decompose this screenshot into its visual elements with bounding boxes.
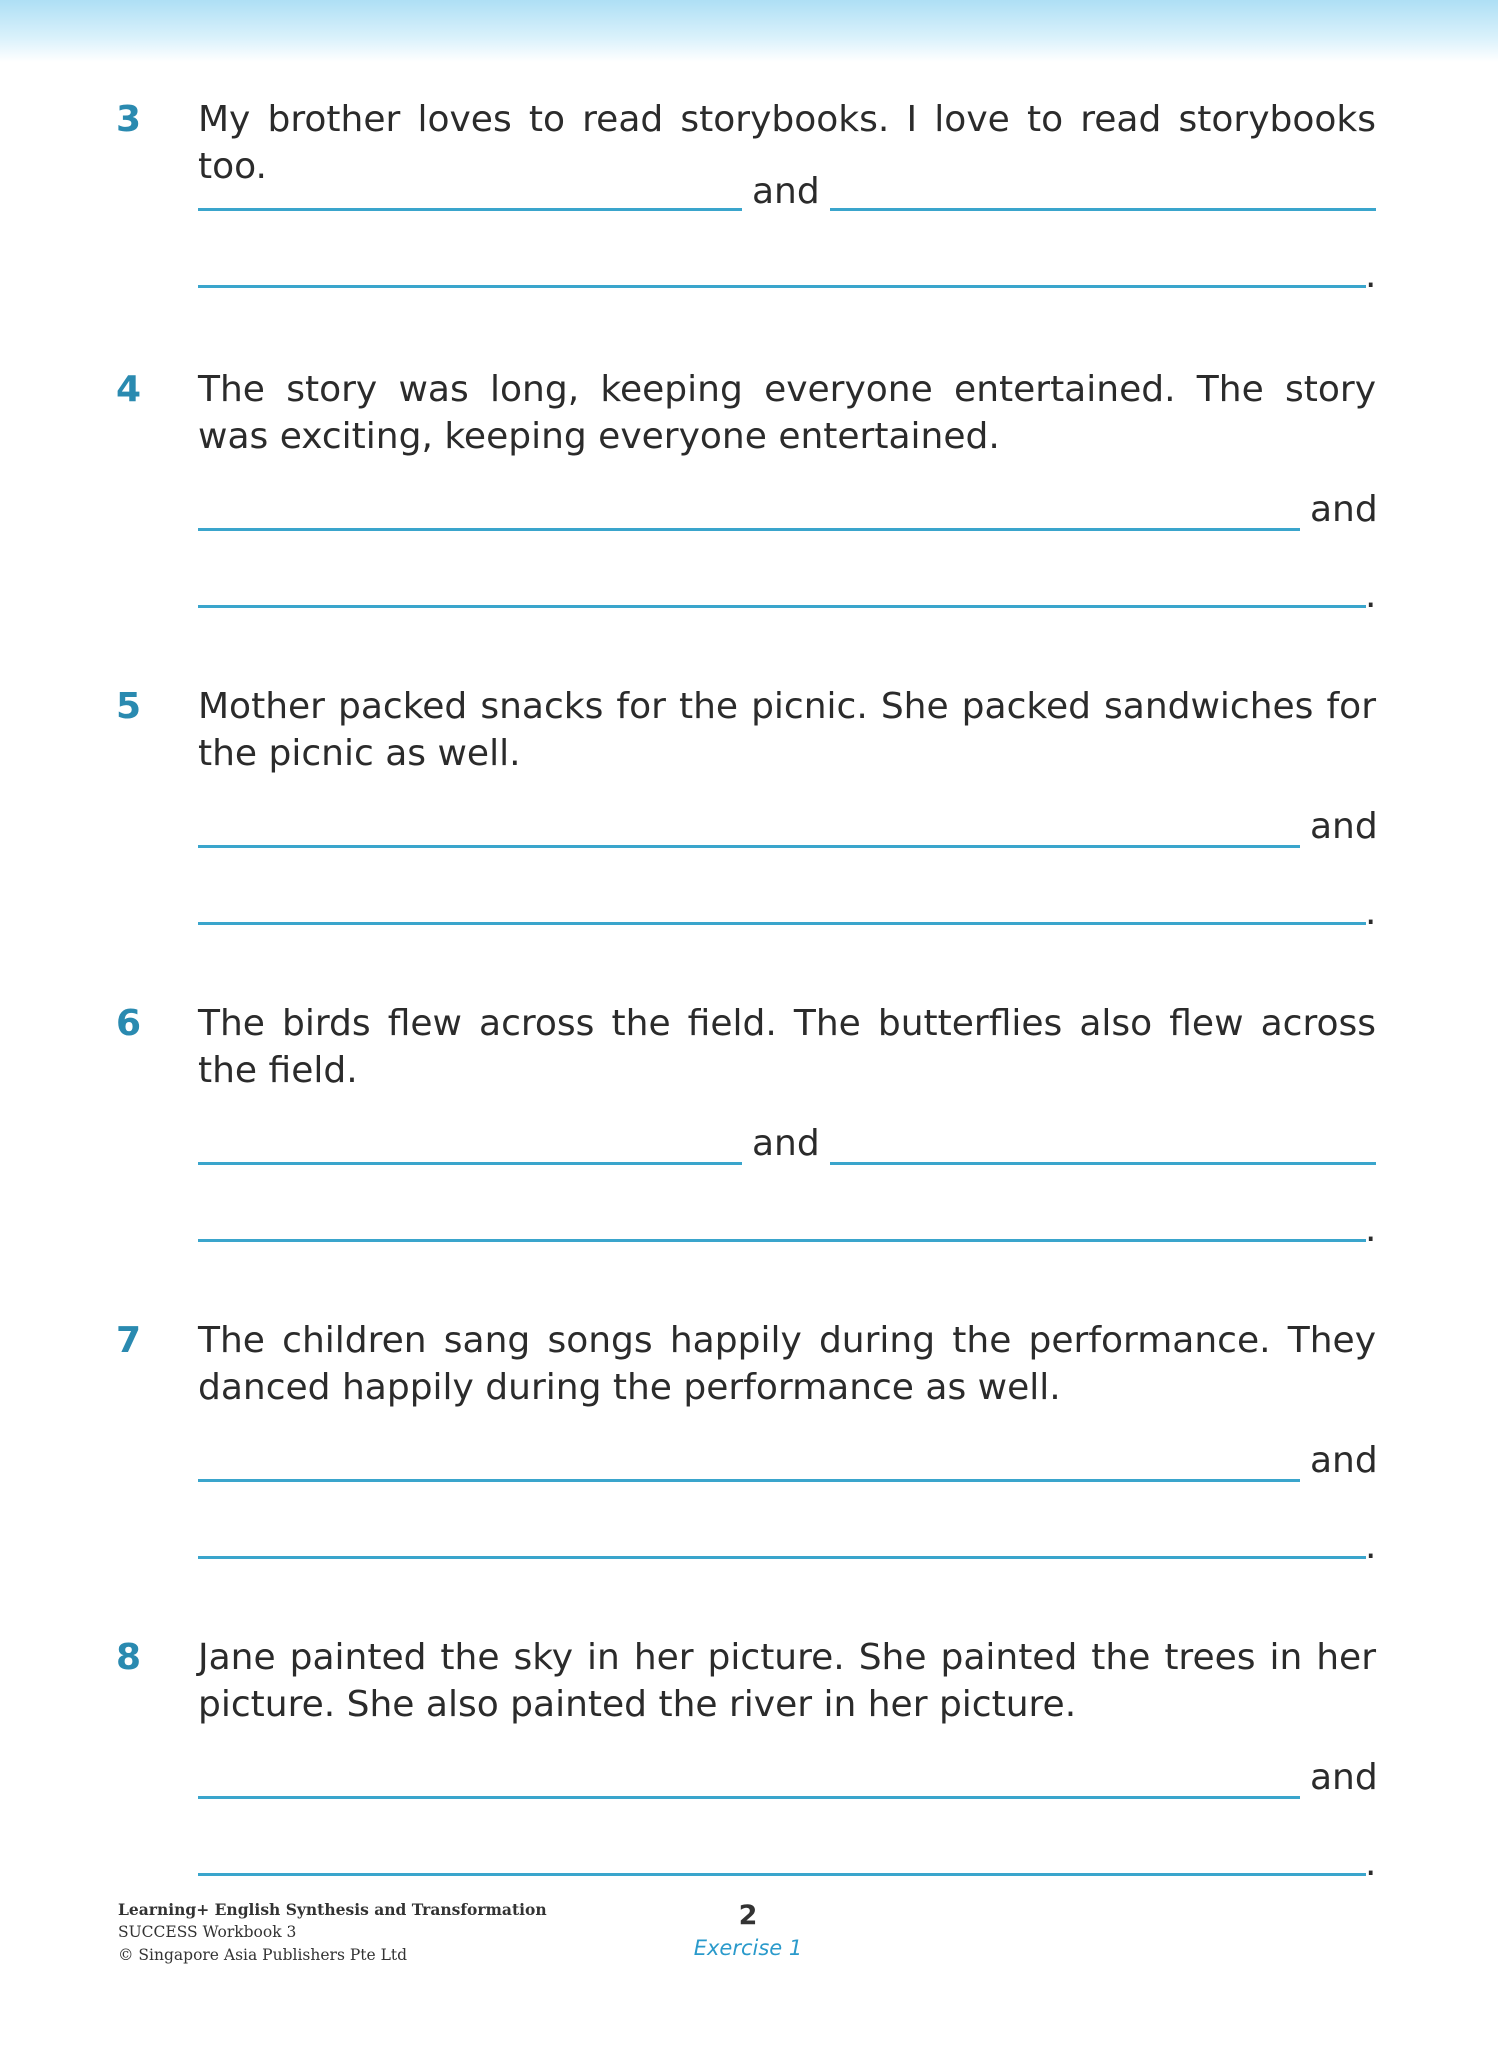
page-number: 2 [738,1900,758,1931]
question-text: Jane painted the sky in her picture. She painted the trees in her picture. She also painted the river in her picture. [198,1637,1376,1725]
question-number: 6 [116,1003,142,1044]
answer-line-right[interactable] [830,208,1376,211]
end-period: . [1365,1209,1377,1250]
question-number: 5 [116,686,142,727]
answer-line-full[interactable] [198,1556,1366,1559]
conjunction-and: and [1310,1440,1378,1481]
answer-line-full[interactable] [198,1873,1366,1876]
answer-line-left[interactable] [198,208,742,211]
question-text: The birds flew across the field. The butterflies also flew across the field. [198,1003,1376,1091]
end-period: . [1365,1843,1377,1884]
answer-line-full[interactable] [198,1239,1366,1242]
question-number: 7 [116,1320,142,1361]
answer-line-right[interactable] [830,1162,1376,1165]
answer-line-left[interactable] [198,1796,1300,1799]
conjunction-and: and [1310,806,1378,847]
conjunction-and: and [1310,1757,1378,1798]
conjunction-and: and [752,1123,820,1164]
exercise-label: Exercise 1 [693,1936,803,1960]
end-period: . [1365,255,1377,296]
conjunction-and: and [1310,489,1378,530]
answer-line-full[interactable] [198,922,1366,925]
answer-line-left[interactable] [198,1162,742,1165]
answer-line-left[interactable] [198,528,1300,531]
question-text: My brother loves to read storybooks. I love to read storybooks too. [198,99,1376,187]
answer-line-left[interactable] [198,1479,1300,1482]
top-color-band [0,0,1498,62]
conjunction-and: and [752,171,820,212]
question-text: The children sang songs happily during the performance. They danced happily during the performance as well. [198,1320,1376,1408]
question-number: 8 [116,1637,142,1678]
answer-line-full[interactable] [198,285,1366,288]
book-subtitle: SUCCESS Workbook 3 [118,1923,297,1941]
book-title: Learning+ English Synthesis and Transformation [118,1900,547,1919]
footer-book-info [118,1898,547,1967]
copyright: © Singapore Asia Publishers Pte Ltd [118,1946,408,1964]
end-period: . [1365,1526,1377,1567]
question-number: 4 [116,369,142,410]
question-text: The story was long, keeping everyone entertained. The story was exciting, keeping everyone entertained. [198,369,1376,457]
question-number: 3 [116,99,142,140]
end-period: . [1365,575,1377,616]
question-text: Mother packed snacks for the picnic. She packed sandwiches for the picnic as well. [198,686,1376,774]
answer-line-left[interactable] [198,845,1300,848]
answer-line-full[interactable] [198,605,1366,608]
end-period: . [1365,892,1377,933]
